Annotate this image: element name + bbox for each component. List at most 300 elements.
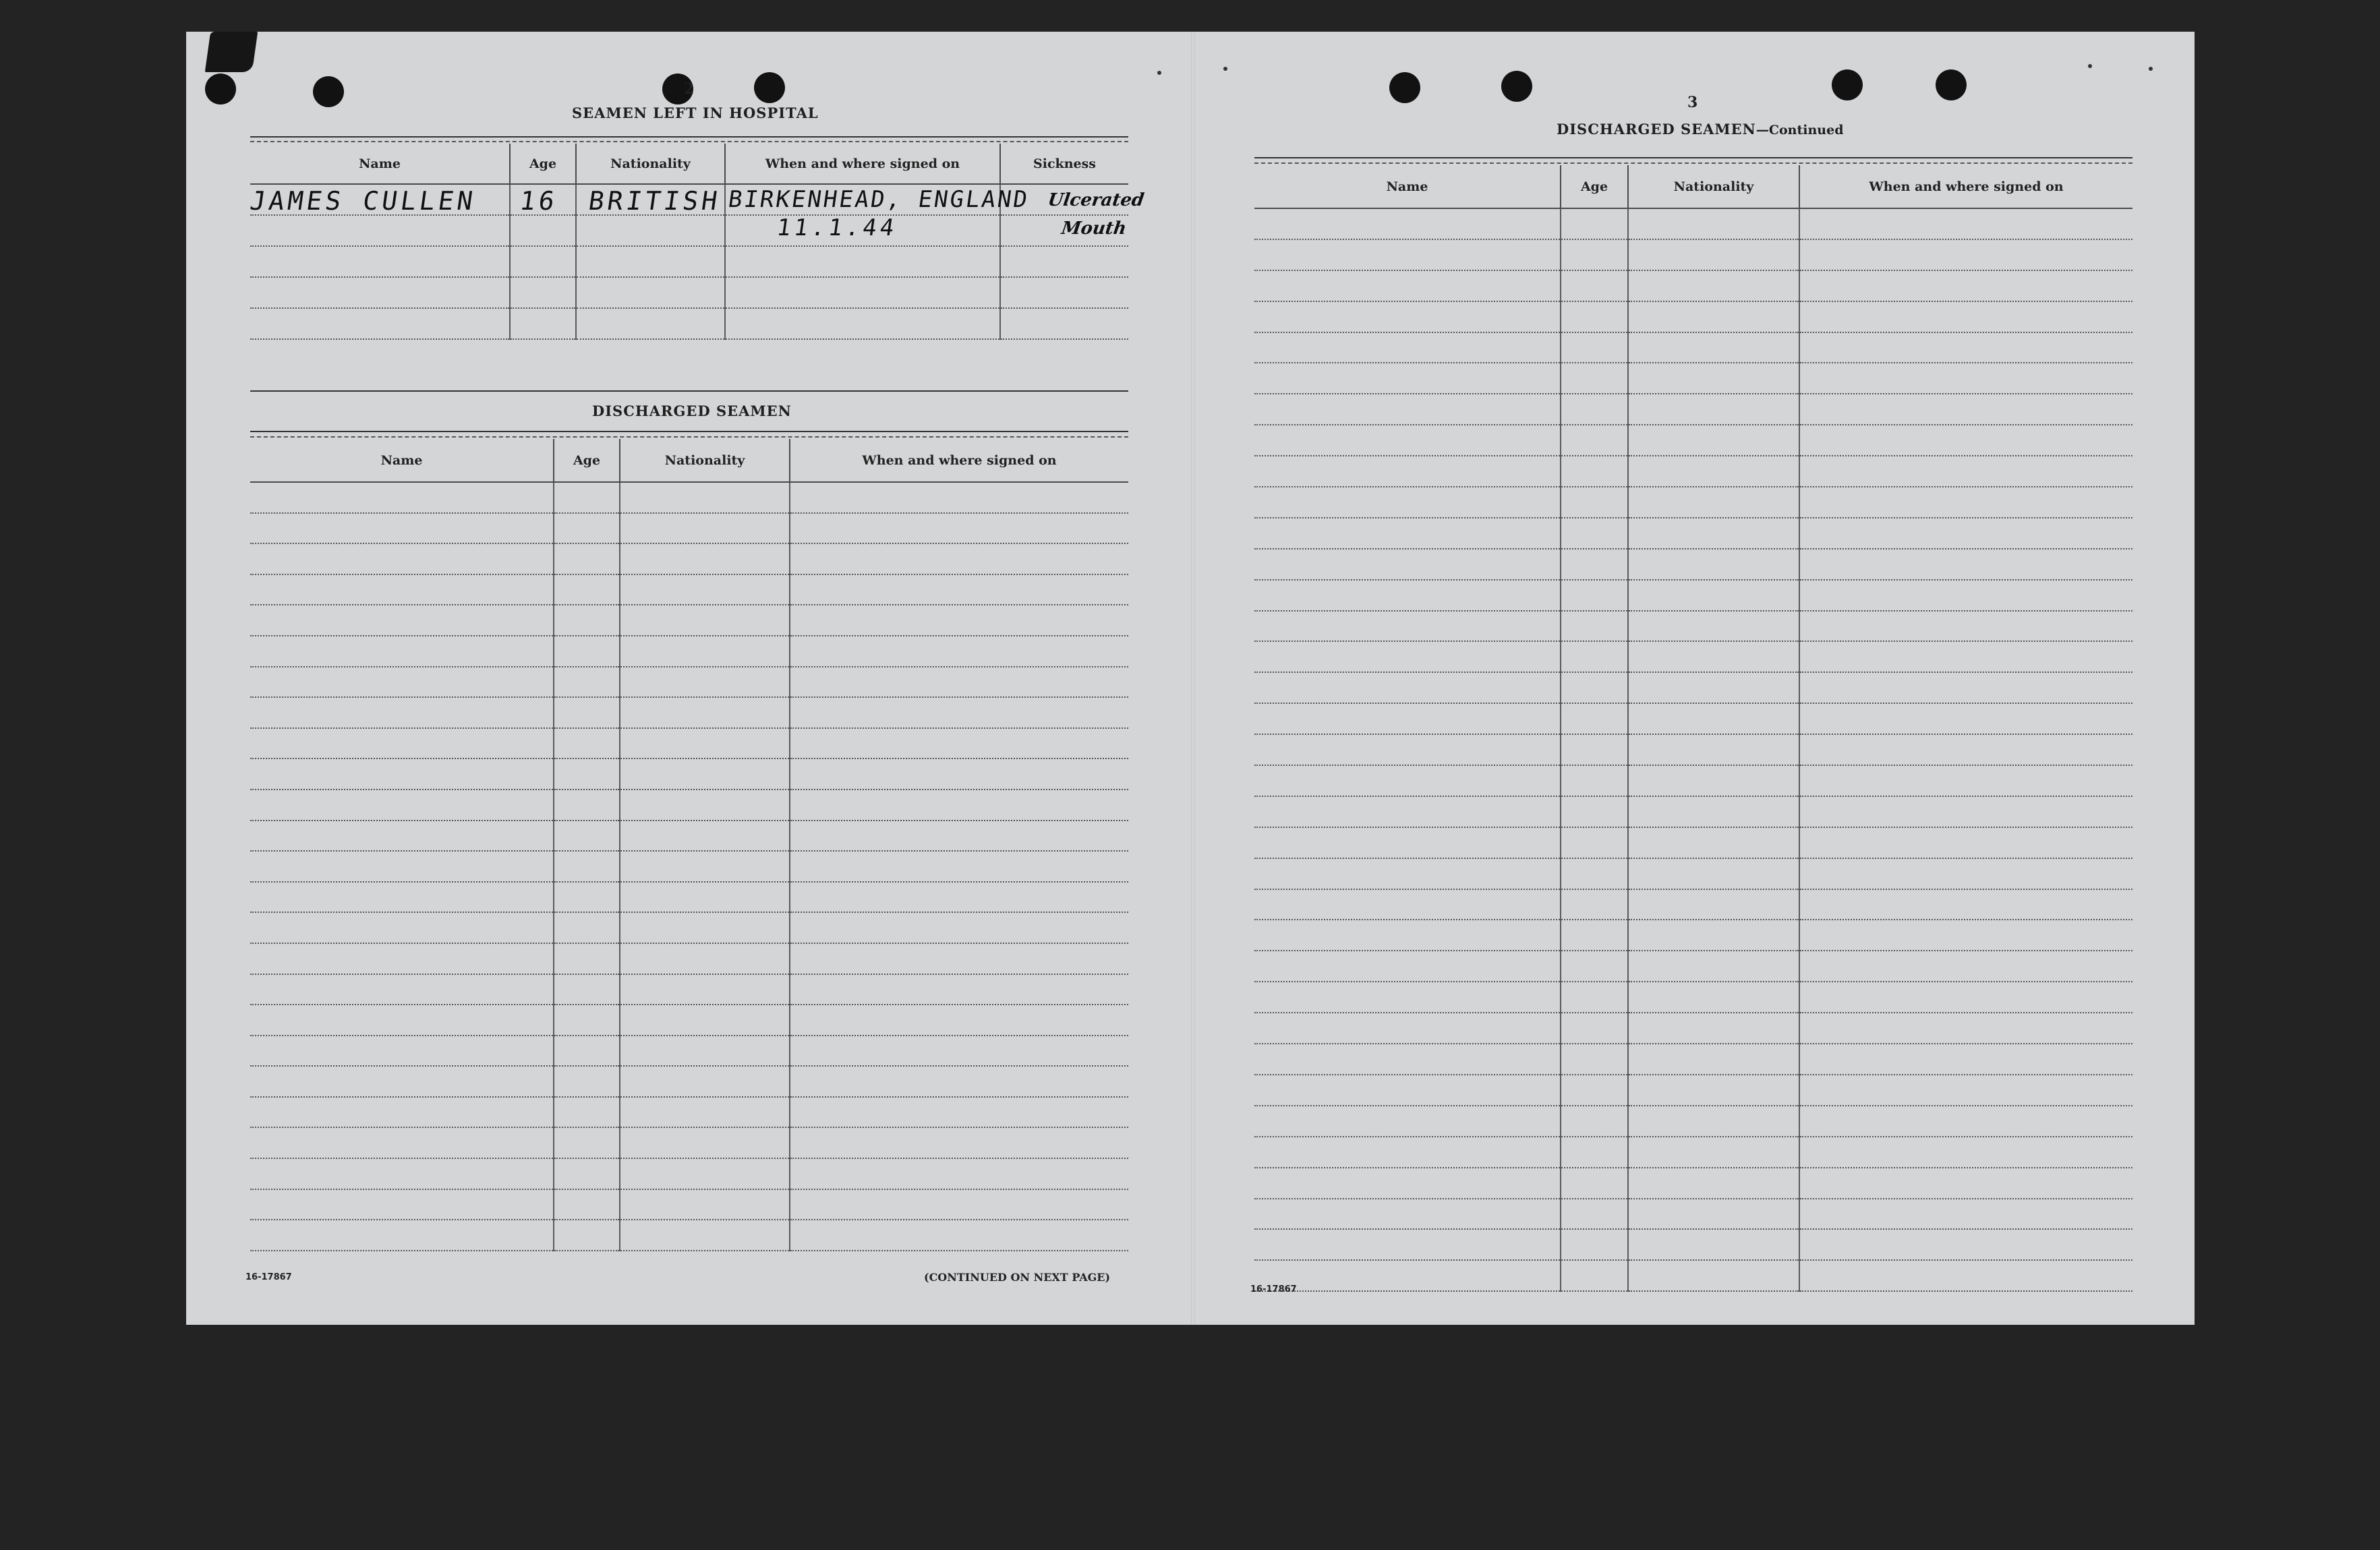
blank-cell [1799, 1229, 2132, 1260]
table-row [250, 605, 1128, 636]
blank-cell [554, 513, 620, 544]
page-number: 3 [1687, 94, 1698, 111]
blank-cell [1799, 951, 2132, 982]
blank-cell [554, 974, 620, 1005]
table-row [1254, 394, 2132, 425]
blank-cell [250, 605, 554, 636]
blank-cell [554, 789, 620, 821]
blank-cell [1799, 487, 2132, 518]
table-row [250, 728, 1128, 759]
table-row [1254, 1137, 2132, 1168]
blank-cell [554, 882, 620, 913]
blank-cell [620, 974, 790, 1005]
blank-cell [1254, 765, 1561, 796]
blank-cell [1254, 641, 1561, 672]
blank-cell [620, 543, 790, 574]
blank-cell [1628, 1137, 1799, 1168]
blank-cell [1628, 456, 1799, 487]
blank-cell [1628, 796, 1799, 827]
top-rule-dashed [250, 141, 1128, 142]
cell-sickness [1000, 184, 1146, 239]
blank-cell [1561, 1168, 1628, 1199]
blank-cell [1254, 734, 1561, 765]
blank-cell [620, 605, 790, 636]
column-header-nationality: Nationality [1628, 165, 1799, 208]
blank-cell [1561, 734, 1628, 765]
title-continued: —Continued [1755, 123, 1844, 138]
blank-cell [554, 667, 620, 698]
blank-cell [790, 574, 1128, 605]
handwritten-name: JAMES CULLEN [248, 186, 478, 216]
blank-cell [1561, 239, 1628, 270]
blank-cell [554, 543, 620, 574]
blank-cell [1628, 239, 1799, 270]
table-row [1254, 858, 2132, 889]
blank-cell [1254, 920, 1561, 951]
blank-cell [620, 1066, 790, 1097]
blank-cell [1561, 487, 1628, 518]
blank-cell [790, 943, 1128, 974]
blank-cell [1561, 641, 1628, 672]
table-row [250, 974, 1128, 1005]
blank-cell [250, 1220, 554, 1251]
blank-cell [1799, 270, 2132, 301]
blank-cell [1561, 301, 1628, 332]
table-row [1254, 1260, 2132, 1291]
blank-cell [790, 1158, 1128, 1189]
blank-cell [1799, 982, 2132, 1013]
table-row [250, 1036, 1128, 1067]
blank-cell [790, 482, 1128, 513]
table-row [1254, 827, 2132, 858]
blank-cell [790, 912, 1128, 943]
blank-cell [1799, 1168, 2132, 1199]
column-header-sickness: Sickness [1000, 144, 1128, 184]
continued-note: (CONTINUED ON NEXT PAGE) [924, 1271, 1111, 1284]
blank-cell [620, 1036, 790, 1067]
blank-cell [1561, 858, 1628, 889]
blank-cell [1628, 703, 1799, 734]
blank-cell [1561, 889, 1628, 920]
column-header-nationality: Nationality [576, 144, 725, 184]
table-row [1254, 765, 2132, 796]
blank-cell [1254, 1106, 1561, 1137]
blank-cell [1561, 456, 1628, 487]
blank-cell [1254, 1013, 1561, 1044]
blank-cell [1254, 951, 1561, 982]
table-row [250, 912, 1128, 943]
blank-cell [250, 821, 554, 852]
blank-cell [790, 543, 1128, 574]
blank-cell [790, 789, 1128, 821]
table-row [1254, 456, 2132, 487]
blank-cell [1628, 363, 1799, 394]
blank-cell [1561, 332, 1628, 363]
blank-cell [790, 1097, 1128, 1128]
blank-cell [1254, 858, 1561, 889]
blank-cell [1561, 611, 1628, 642]
table-row [250, 1005, 1128, 1036]
handwritten-nationality: BRITISH [586, 186, 723, 216]
section-title-discharged-continued [1557, 121, 1844, 138]
blank-cell [554, 821, 620, 852]
blank-cell [620, 943, 790, 974]
blank-cell [1561, 920, 1628, 951]
table-row [1254, 487, 2132, 518]
blank-cell [1799, 332, 2132, 363]
blank-cell [250, 1158, 554, 1189]
blank-cell [1254, 580, 1561, 611]
blank-cell [1254, 796, 1561, 827]
blank-cell [1254, 1137, 1561, 1168]
blank-cell [790, 667, 1128, 698]
blank-cell [1254, 611, 1561, 642]
blank-cell [250, 1005, 554, 1036]
blank-cell [1254, 518, 1561, 549]
hospital-table [248, 144, 1146, 340]
table-row [250, 543, 1128, 574]
blank-cell [620, 482, 790, 513]
blank-cell [620, 513, 790, 544]
blank-cell [554, 1097, 620, 1128]
blank-cell [250, 1036, 554, 1067]
table-row [250, 1189, 1128, 1220]
blank-cell [1628, 549, 1799, 580]
table-row [250, 636, 1128, 667]
blank-cell [1561, 1199, 1628, 1230]
blank-cell [250, 1127, 554, 1158]
table-row [250, 1127, 1128, 1158]
blank-cell [1254, 301, 1561, 332]
blank-cell [1254, 889, 1561, 920]
blank-cell [1561, 518, 1628, 549]
blank-cell [554, 482, 620, 513]
blank-cell [1799, 1106, 2132, 1137]
blank-cell [1799, 518, 2132, 549]
table-row [1254, 1199, 2132, 1230]
blank-cell [250, 482, 554, 513]
blank-cell [1799, 765, 2132, 796]
handwritten-signed-on-place: BIRKENHEAD, ENGLAND [726, 186, 1031, 213]
blank-cell [1254, 239, 1561, 270]
blank-cell [1254, 1260, 1561, 1291]
blank-cell [1254, 1075, 1561, 1106]
blank-cell [1628, 1075, 1799, 1106]
blank-cell [1254, 982, 1561, 1013]
discharged-top-rule [250, 431, 1128, 432]
table-row [1254, 332, 2132, 363]
table-row [1254, 1075, 2132, 1106]
blank-cell [1254, 1229, 1561, 1260]
handwritten-sickness-line2: Mouth [1060, 218, 1128, 239]
blank-cell [1628, 951, 1799, 982]
blank-cell [620, 851, 790, 882]
table-row [250, 851, 1128, 882]
blank-cell [1628, 394, 1799, 425]
blank-cell [554, 1158, 620, 1189]
page-number: 2 [684, 80, 695, 98]
blank-cell [1628, 889, 1799, 920]
blank-cell [620, 882, 790, 913]
blank-cell [1561, 827, 1628, 858]
blank-cell [1561, 549, 1628, 580]
blank-cell [1628, 332, 1799, 363]
blank-cell [554, 1127, 620, 1158]
blank-cell [1628, 301, 1799, 332]
table-row [1254, 1044, 2132, 1075]
blank-cell [1799, 703, 2132, 734]
blank-cell [1628, 1168, 1799, 1199]
blank-cell [250, 728, 554, 759]
table-row [1254, 796, 2132, 827]
table-row [250, 215, 1128, 246]
table-row [250, 1158, 1128, 1189]
blank-cell [250, 667, 554, 698]
table-row [1254, 363, 2132, 394]
table-row [250, 246, 1128, 277]
blank-cell [250, 543, 554, 574]
handwritten-signed-on-date: 11.1.44 [775, 214, 900, 241]
blank-cell [554, 697, 620, 728]
handwritten-age: 16 [517, 186, 560, 216]
blank-cell [790, 1127, 1128, 1158]
table-row [250, 277, 1128, 308]
table-row [250, 943, 1128, 974]
blank-cell [1561, 208, 1628, 239]
blank-cell [1799, 208, 2132, 239]
blank-cell [1628, 611, 1799, 642]
blank-cell [790, 1220, 1128, 1251]
blank-cell [250, 943, 554, 974]
blank-cell [790, 1005, 1128, 1036]
blank-cell [1561, 394, 1628, 425]
blank-cell [1799, 1013, 2132, 1044]
title-main: DISCHARGED SEAMEN [1557, 121, 1756, 138]
table-row [1254, 641, 2132, 672]
blank-cell [790, 1036, 1128, 1067]
blank-cell [1799, 425, 2132, 456]
blank-cell [1254, 487, 1561, 518]
blank-cell [1254, 1044, 1561, 1075]
table-row [1254, 270, 2132, 301]
blank-cell [620, 1097, 790, 1128]
top-rule-dashed [1254, 162, 2132, 164]
blank-cell [1799, 549, 2132, 580]
blank-cell [1254, 456, 1561, 487]
blank-cell [250, 851, 554, 882]
blank-cell [1799, 858, 2132, 889]
blank-cell [1799, 1075, 2132, 1106]
blank-cell [790, 636, 1128, 667]
cell-nationality [576, 184, 725, 215]
blank-cell [250, 758, 554, 789]
blank-cell [1628, 827, 1799, 858]
blank-cell [1628, 518, 1799, 549]
blank-cell [790, 1066, 1128, 1097]
blank-cell [620, 1189, 790, 1220]
blank-cell [790, 697, 1128, 728]
blank-cell [250, 513, 554, 544]
table-row [1254, 703, 2132, 734]
blank-cell [1628, 734, 1799, 765]
blank-cell [790, 974, 1128, 1005]
blank-cell [1628, 1106, 1799, 1137]
table-row [1254, 301, 2132, 332]
blank-cell [554, 851, 620, 882]
blank-cell [1254, 208, 1561, 239]
blank-cell [790, 513, 1128, 544]
blank-cell [1561, 580, 1628, 611]
blank-cell [790, 821, 1128, 852]
blank-cell [1628, 487, 1799, 518]
left-page [186, 32, 1191, 1325]
table-row [1254, 549, 2132, 580]
table-row [1254, 425, 2132, 456]
table-row [1254, 672, 2132, 703]
blank-cell [1628, 858, 1799, 889]
table-row [1254, 1229, 2132, 1260]
blank-cell [1799, 239, 2132, 270]
blank-cell [1799, 301, 2132, 332]
blank-cell [1799, 889, 2132, 920]
blank-cell [554, 1005, 620, 1036]
blank-cell [250, 789, 554, 821]
blank-cell [1799, 1260, 2132, 1291]
column-header-name: Name [250, 439, 554, 482]
blank-cell [620, 728, 790, 759]
blank-cell [1561, 672, 1628, 703]
blank-cell [1799, 1137, 2132, 1168]
right-page [1195, 32, 2195, 1325]
table-row [1254, 982, 2132, 1013]
table-row [1254, 518, 2132, 549]
table-row [250, 1097, 1128, 1128]
blank-cell [790, 758, 1128, 789]
blank-cell [1799, 611, 2132, 642]
blank-cell [790, 851, 1128, 882]
blank-cell [1799, 580, 2132, 611]
blank-cell [1254, 672, 1561, 703]
blank-cell [250, 697, 554, 728]
table-row [1254, 1106, 2132, 1137]
form-number: 16-17867 [1250, 1284, 1297, 1294]
blank-cell [1799, 363, 2132, 394]
table-row [1254, 1013, 2132, 1044]
blank-cell [1628, 1013, 1799, 1044]
blank-cell [554, 912, 620, 943]
table-row [250, 1220, 1128, 1251]
hospital-bottom-rule [250, 390, 1128, 392]
table-row [250, 1066, 1128, 1097]
blank-cell [1561, 703, 1628, 734]
blank-cell [1254, 394, 1561, 425]
blank-cell [1561, 1013, 1628, 1044]
blank-cell [1254, 549, 1561, 580]
blank-cell [1628, 425, 1799, 456]
cell-name [250, 184, 510, 215]
blank-cell [620, 574, 790, 605]
blank-cell [1799, 796, 2132, 827]
table-row [250, 513, 1128, 544]
blank-cell [1561, 1137, 1628, 1168]
blank-cell [1561, 951, 1628, 982]
blank-cell [620, 1127, 790, 1158]
blank-cell [1561, 982, 1628, 1013]
blank-cell [554, 1036, 620, 1067]
table-row [250, 482, 1128, 513]
blank-cell [250, 636, 554, 667]
handwritten-sickness-line1: Ulcerated [1046, 190, 1146, 210]
blank-cell [620, 789, 790, 821]
blank-cell [620, 1005, 790, 1036]
column-header-nationality: Nationality [620, 439, 790, 482]
blank-cell [1628, 1199, 1799, 1230]
column-header-signed-on: When and where signed on [1799, 165, 2132, 208]
blank-cell [1628, 270, 1799, 301]
blank-cell [1799, 672, 2132, 703]
top-rule [250, 136, 1128, 138]
form-number: 16-17867 [245, 1272, 292, 1282]
blank-cell [1799, 1199, 2132, 1230]
discharged-top-rule-dashed [250, 436, 1128, 438]
blank-cell [554, 1189, 620, 1220]
table-row [1254, 239, 2132, 270]
blank-cell [1561, 765, 1628, 796]
table-row [250, 574, 1128, 605]
blank-cell [1628, 1229, 1799, 1260]
column-header-name: Name [1254, 165, 1561, 208]
table-row [1254, 889, 2132, 920]
table-row [250, 308, 1128, 339]
blank-cell [554, 1220, 620, 1251]
blank-cell [1561, 270, 1628, 301]
table-row [250, 667, 1128, 698]
blank-cell [620, 758, 790, 789]
blank-cell [1254, 363, 1561, 394]
blank-cell [1561, 796, 1628, 827]
blank-cell [250, 1189, 554, 1220]
blank-cell [620, 636, 790, 667]
blank-cell [790, 1189, 1128, 1220]
blank-cell [1561, 1044, 1628, 1075]
table-row [1254, 734, 2132, 765]
blank-cell [1799, 456, 2132, 487]
blank-cell [1254, 1199, 1561, 1230]
scanned-document-spread [186, 32, 2195, 1325]
blank-cell [1799, 734, 2132, 765]
blank-cell [620, 667, 790, 698]
blank-cell [554, 605, 620, 636]
table-row [250, 882, 1128, 913]
blank-cell [1628, 1044, 1799, 1075]
top-rule [1254, 157, 2132, 158]
table-row [1254, 580, 2132, 611]
blank-cell [1799, 827, 2132, 858]
blank-cell [250, 1066, 554, 1097]
cell-age [510, 184, 576, 215]
blank-cell [250, 1097, 554, 1128]
table-row [1254, 920, 2132, 951]
table-row [250, 184, 1128, 215]
discharged-table-left [250, 439, 1128, 1251]
column-header-name: Name [250, 144, 510, 184]
column-header-age: Age [510, 144, 576, 184]
table-row [250, 821, 1128, 852]
blank-cell [1254, 425, 1561, 456]
table-row [1254, 208, 2132, 239]
blank-cell [620, 821, 790, 852]
blank-cell [554, 758, 620, 789]
